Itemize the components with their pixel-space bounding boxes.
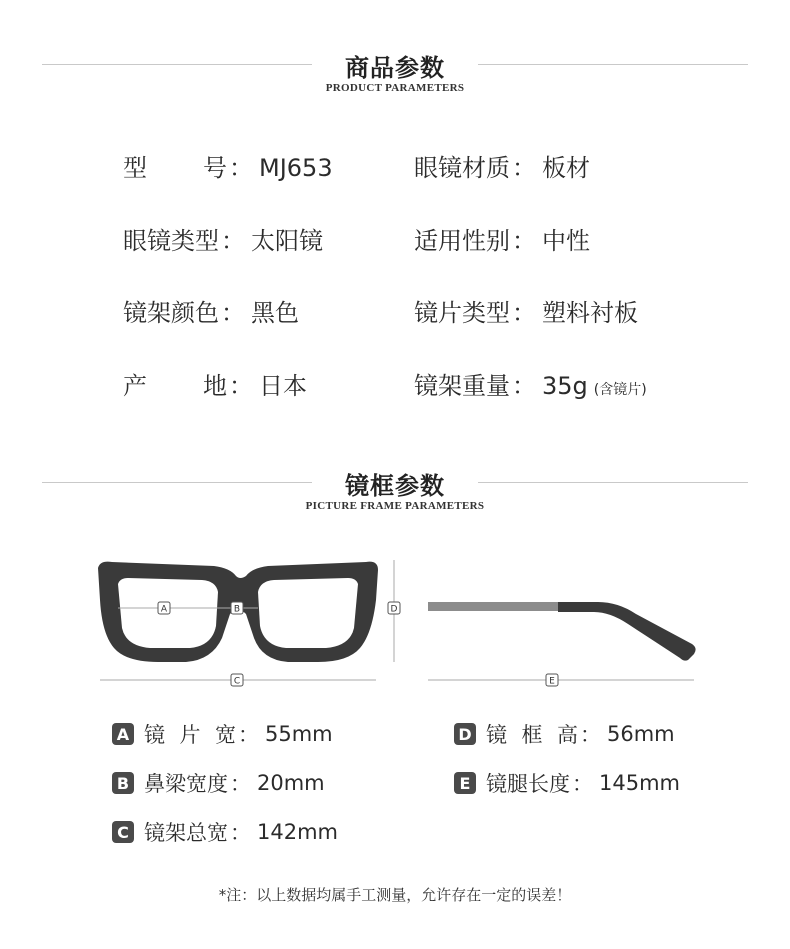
- dim-bridge-width: B 鼻梁宽度 ： 20mm: [112, 768, 325, 798]
- dim-frame-height: D 镜 框 高 ： 56mm: [454, 719, 675, 749]
- dim-value: 55mm: [265, 722, 333, 746]
- param-weight: 镜架重量 ： 35g (含镜片): [414, 366, 647, 401]
- dim-key: 鼻梁宽度: [144, 772, 228, 796]
- param-value: 黑色: [251, 299, 299, 327]
- param-key: 镜片类型: [414, 299, 510, 327]
- dim-total-width: C 镜架总宽 ： 142mm: [112, 817, 338, 847]
- param-value: 板材: [542, 154, 590, 182]
- param-frame-color: 镜架颜色 ： 黑色: [123, 293, 299, 328]
- param-gender: 适用性别 ： 中性: [414, 221, 590, 256]
- dim-key: 镜架总宽: [144, 821, 228, 845]
- dim-temple-length: E 镜腿长度 ： 145mm: [454, 768, 680, 798]
- frame-params-header: [0, 460, 790, 520]
- param-note: (含镜片): [593, 382, 647, 398]
- product-params-header: [0, 42, 790, 102]
- dim-value: 145mm: [599, 771, 680, 795]
- param-key: 型 号: [123, 154, 227, 182]
- badge-a: A: [112, 723, 134, 745]
- label-c: C: [233, 676, 241, 687]
- badge-c: C: [112, 821, 134, 843]
- param-key: 眼镜材质: [414, 154, 510, 182]
- dim-key: 镜腿长度: [486, 772, 570, 796]
- badge-e: E: [454, 772, 476, 794]
- param-lens-type: 镜片类型 ： 塑料衬板: [414, 293, 638, 328]
- dim-key: 镜 框 高: [486, 723, 578, 747]
- param-key: 产 地: [123, 372, 227, 400]
- frame-params-subtitle: PICTURE FRAME PARAMETERS: [305, 500, 485, 512]
- param-type: 眼镜类型 ： 太阳镜: [123, 221, 323, 256]
- dim-key: 镜 片 宽: [144, 723, 236, 747]
- product-params-title: 商品参数: [345, 54, 445, 82]
- frame-params-title: 镜框参数: [345, 472, 445, 500]
- measurement-footnote: *注：以上数据均属手工测量，允许存在一定的误差！: [218, 886, 572, 904]
- label-a: A: [160, 604, 168, 615]
- param-value: 日本: [259, 372, 307, 400]
- param-key: 眼镜类型: [123, 227, 219, 255]
- label-e: E: [549, 676, 555, 687]
- dim-value: 20mm: [257, 771, 325, 795]
- dim-value: 142mm: [257, 820, 338, 844]
- dim-lens-width: A 镜 片 宽 ： 55mm: [112, 719, 333, 749]
- param-key: 适用性别: [414, 227, 510, 255]
- glasses-diagram: [0, 548, 790, 698]
- param-value: MJ653: [259, 154, 333, 182]
- param-key: 镜架颜色: [123, 299, 219, 327]
- dim-value: 56mm: [607, 722, 675, 746]
- param-value: 中性: [542, 227, 590, 255]
- badge-d: D: [454, 723, 476, 745]
- label-b: B: [233, 604, 241, 615]
- param-key: 镜架重量: [414, 372, 510, 400]
- product-params-subtitle: PRODUCT PARAMETERS: [325, 82, 465, 94]
- badge-b: B: [112, 772, 134, 794]
- param-value: 35g: [542, 372, 588, 400]
- param-material: 眼镜材质 ： 板材: [414, 148, 590, 183]
- glasses-temple-image: [428, 602, 696, 661]
- param-value: 塑料衬板: [542, 299, 638, 327]
- param-origin: 产 地 ： 日本: [123, 366, 307, 401]
- label-d: D: [390, 604, 398, 615]
- param-value: 太阳镜: [251, 227, 323, 255]
- param-model: 型 号 ： MJ653: [123, 148, 333, 183]
